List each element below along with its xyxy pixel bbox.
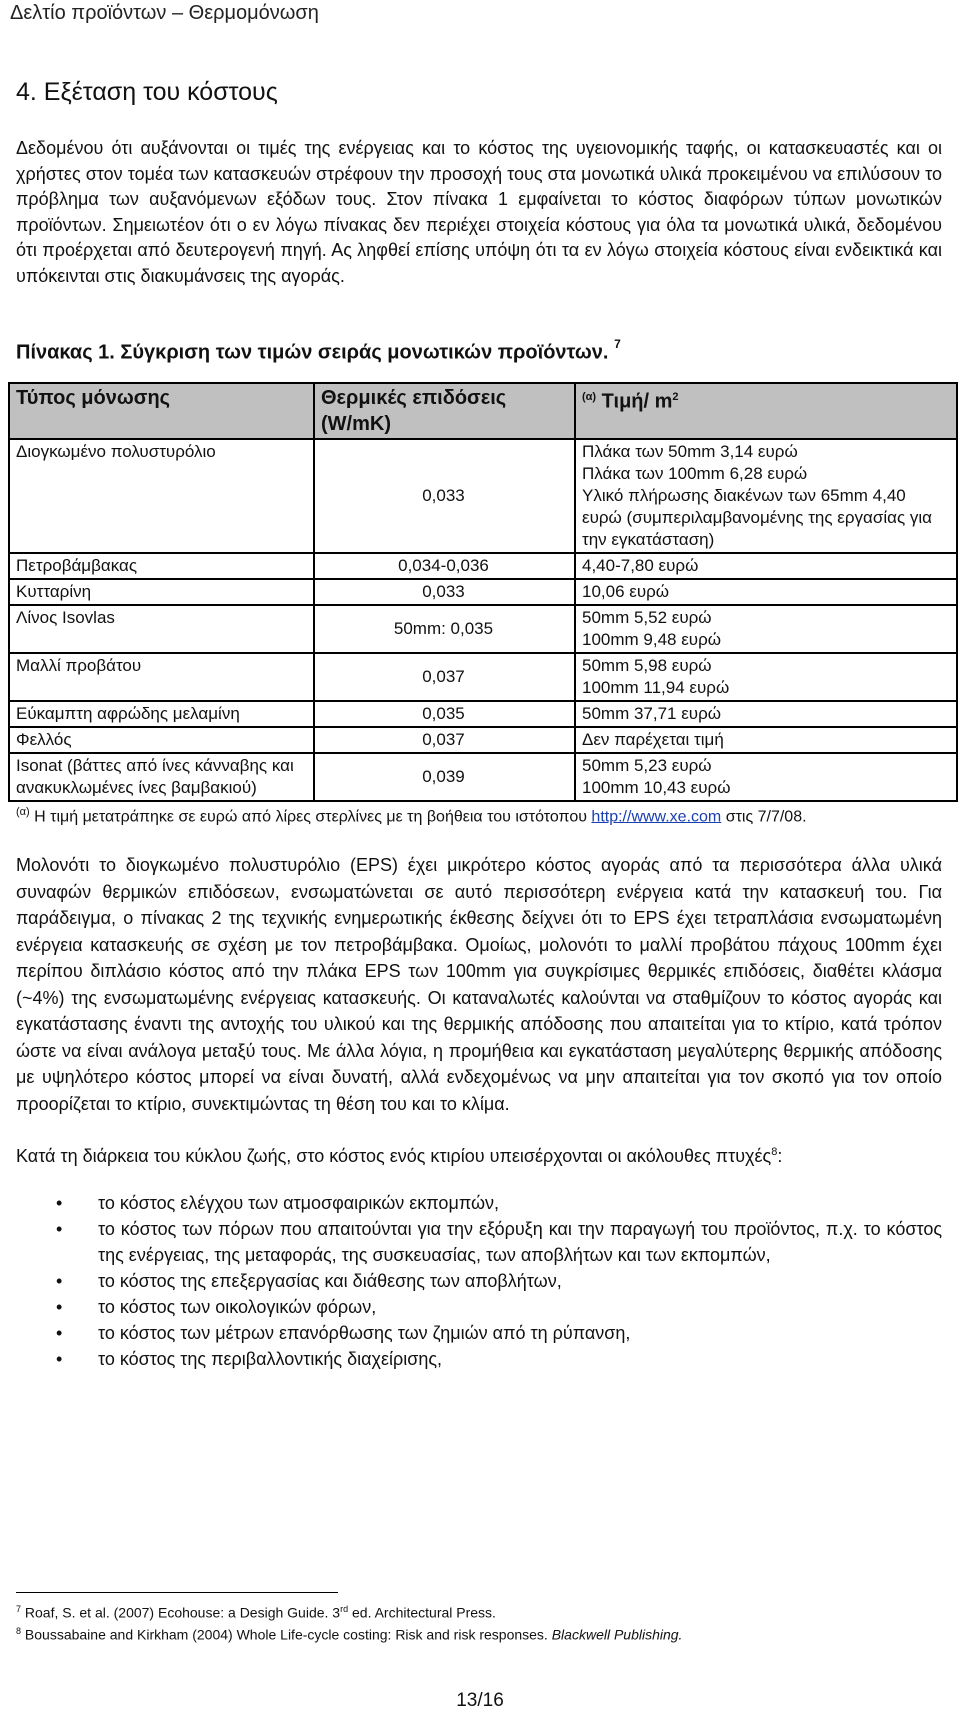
cell-price: 50mm 5,98 ευρώ 100mm 11,94 ευρώ [575, 653, 957, 701]
cell-price: 4,40-7,80 ευρώ [575, 553, 957, 579]
table-header-row [9, 383, 957, 439]
header-price [575, 383, 957, 439]
cell-thermal: 0,033 [314, 439, 575, 553]
table-caption-text: Πίνακας 1. Σύγκριση των τιμών σειράς μονωτικών προϊόντων. [16, 341, 609, 364]
lifecycle-footnote-ref: 8 [771, 1146, 778, 1158]
note-suffix: στις 7/7/08. [725, 808, 807, 826]
footnote-separator [16, 1592, 338, 1593]
cell-price: Πλάκα των 50mm 3,14 ευρώ Πλάκα των 100mm 6,28 ευρώ Υλικό πλήρωσης διακένων των 65mm 4,40 ευρώ (συμπεριλαμβανομένης της εργασίας για την εγκατάσταση) [575, 439, 957, 553]
note-text: Η τιμή μετατράπηκε σε ευρώ από λίρες στερλίνες με τη βοήθεια του ιστότοπου [34, 808, 587, 826]
cell-type: Διογκωμένο πολυστυρόλιο [9, 439, 314, 553]
footnotes [16, 1600, 682, 1643]
list-item [56, 1320, 942, 1346]
cell-thermal: 50mm: 0,035 [314, 605, 575, 653]
cell-price: 50mm 37,71 ευρώ [575, 701, 957, 727]
list-item [56, 1346, 942, 1372]
list-item-text: το κόστος των πόρων που απαιτούνται για την εξόρυξη και την παραγωγή του προϊόντος, π.χ. το κόστος της ενέργειας, της μεταφοράς, της συσκευασίας, των αποβλήτων και των εκπομπών, [98, 1219, 942, 1265]
cell-thermal: 0,037 [314, 727, 575, 753]
footnote-number: 7 [16, 1604, 22, 1614]
table-row [9, 579, 957, 605]
list-item [56, 1190, 942, 1216]
footnote-text: Boussabaine and Kirkham (2004) Whole Life-cycle costing: Risk and risk responses. [24, 1626, 552, 1643]
cell-price: 10,06 ευρώ [575, 579, 957, 605]
header-price-mark: (α) [582, 391, 597, 403]
header-price-exp: 2 [672, 391, 679, 403]
section-title: 4. Εξέταση του κόστους [16, 78, 278, 106]
table-row [9, 439, 957, 553]
header-thermal-label: Θερμικές επιδόσεις [321, 387, 507, 409]
lifecycle-colon: : [777, 1146, 783, 1166]
note-mark: (α) [16, 806, 30, 818]
header-type: Τύπος μόνωσης [9, 383, 314, 439]
footnote-text-end: ed. Architectural Press. [348, 1604, 496, 1621]
table-row [9, 753, 957, 801]
footnote-text: Roaf, S. et al. (2007) Ecohouse: a Desigh Guide. 3 [24, 1604, 341, 1621]
bullet-icon: • [56, 1297, 63, 1317]
page-number: 13/16 [456, 1690, 504, 1711]
cell-price: 50mm 5,23 ευρώ 100mm 10,43 ευρώ [575, 753, 957, 801]
cell-type: Εύκαμπτη αφρώδης μελαμίνη [9, 701, 314, 727]
header-price-label: Τιμή/ m [601, 390, 673, 413]
cell-type: Πετροβάμβακας [9, 553, 314, 579]
header-thermal-unit: (W/mK) [321, 413, 391, 435]
cost-aspects-list [56, 1190, 942, 1372]
caption-footnote-ref: 7 [614, 337, 621, 351]
list-item-text: το κόστος ελέγχου των ατμοσφαιρικών εκπομπών, [98, 1193, 500, 1213]
cell-thermal: 0,033 [314, 579, 575, 605]
note-link[interactable]: http://www.xe.com [591, 808, 722, 826]
list-item-text: το κόστος των μέτρων επανόρθωσης των ζημιών από τη ρύπανση, [98, 1323, 631, 1343]
table-caption [16, 337, 621, 365]
lifecycle-text: Κατά τη διάρκεια του κύκλου ζωής, στο κόστος ενός κτιρίου υπεισέρχονται οι ακόλουθες πτυχές [16, 1146, 772, 1166]
cell-thermal: 0,034-0,036 [314, 553, 575, 579]
bullet-icon: • [56, 1271, 63, 1291]
table-row [9, 553, 957, 579]
footnote-superscript: rd [340, 1604, 349, 1614]
table-row [9, 727, 957, 753]
list-item [56, 1268, 942, 1294]
footnote-publisher: Blackwell Publishing. [551, 1626, 683, 1643]
lifecycle-paragraph [16, 1139, 942, 1170]
footnote [16, 1622, 682, 1644]
list-item-text: το κόστος της επεξεργασίας και διάθεσης των αποβλήτων, [98, 1271, 562, 1291]
list-item-text: το κόστος της περιβαλλοντικής διαχείρισης, [98, 1349, 443, 1369]
eps-paragraph: Μολονότι το διογκωμένο πολυστυρόλιο (EPS) έχει μικρότερο κόστος αγοράς από τα περισσότερα άλλα υλικά συναφών θερμικών επιδόσεων, ενσωματώνεται σε αυτό περισσότερη ενέργεια κατά την κατασκευή του. Για παράδειγμα, ο πίνακας 2 της τεχνικής ενημερωτικής έκθεσης δείχνει ότι το EPS έχει τετραπλάσια ενσωματωμένη ενέργεια κατασκευής σε σχέση με τον πετροβάμβακα. Ομοίως, μολονότι το μαλλί προβάτου πάχους 100mm έχει περίπου διπλάσιο κόστος από την πλάκα EPS των 100mm για συγκρίσιμες θερμικές επιδόσεις, διαθέτει κλάσμα (~4%) της ενσωματωμένης ενέργειας κατασκευής. Οι καταναλωτές καλούνται να σταθμίζουν το κόστος αγοράς και εγκατάστασης έναντι της αντοχής του υλικού και της θερμικής απόδοσης που απαιτείται για το κτίριο, κατά τρόπον ώστε να είναι ανάλογα μεταξύ τους. Με άλλα λόγια, η προμήθεια και εγκατάσταση μεγαλύτερης θερμικής απόδοσης με υψηλότερο κόστος μπορεί να είναι δυνατή, αλλά ενδεχομένως να μην απαιτείται για τον σκοπό για τον οποίο προορίζεται το κτίριο, συνεκτιμώντας τη θέση του και το κλίμα. [16, 855, 942, 1114]
intro-paragraph: Δεδομένου ότι αυξάνονται οι τιμές της ενέργειας και το κόστος της υγειονομικής ταφής, οι κατασκευαστές και οι χρήστες στον τομέα των κατασκευών στρέφουν την προσοχή τους στα μονωτικά υλικά προκειμένου να επιλύσουν το πρόβλημα των αυξανόμενων εξόδων τους. Στον πίνακα 1 εμφαίνεται το κόστος διαφόρων τύπων μονωτικών προϊόντων. Σημειωτέον ότι ο εν λόγω πίνακας δεν περιέχει στοιχεία κόστους για όλα τα μονωτικά υλικά, δεδομένου ότι προέρχεται από δευτερογενή πηγή. Ας ληφθεί επίσης υπόψη ότι τα εν λόγω στοιχεία κόστους είναι ενδεικτικά και υπόκεινται στις διακυμάνσεις της αγοράς. [16, 138, 942, 286]
cell-type: Λίνος Isovlas [9, 605, 314, 653]
bullet-icon: • [56, 1349, 63, 1369]
cell-type: Κυτταρίνη [9, 579, 314, 605]
cell-thermal: 0,035 [314, 701, 575, 727]
cell-type: Φελλός [9, 727, 314, 753]
footnote [16, 1600, 682, 1622]
cell-price: Δεν παρέχεται τιμή [575, 727, 957, 753]
bullet-icon: • [56, 1219, 63, 1239]
cell-type: Isonat (βάττες από ίνες κάνναβης και ανακυκλωμένες ίνες βαμβακιού) [9, 753, 314, 801]
cell-type: Μαλλί προβάτου [9, 653, 314, 701]
table-row [9, 701, 957, 727]
bullet-icon: • [56, 1193, 63, 1213]
price-comparison-table [8, 382, 958, 802]
table-note [16, 806, 807, 826]
footnote-number: 8 [16, 1625, 22, 1636]
list-item-text: το κόστος των οικολογικών φόρων, [98, 1297, 377, 1317]
table-row [9, 605, 957, 653]
list-item [56, 1216, 942, 1268]
cell-thermal: 0,039 [314, 753, 575, 801]
header-thermal [314, 383, 575, 439]
list-item [56, 1294, 942, 1320]
bullet-icon: • [56, 1323, 63, 1343]
cell-price: 50mm 5,52 ευρώ 100mm 9,48 ευρώ [575, 605, 957, 653]
document-header: Δελτίο προϊόντων – Θερμομόνωση [10, 2, 319, 24]
cell-thermal: 0,037 [314, 653, 575, 701]
table-row [9, 653, 957, 701]
